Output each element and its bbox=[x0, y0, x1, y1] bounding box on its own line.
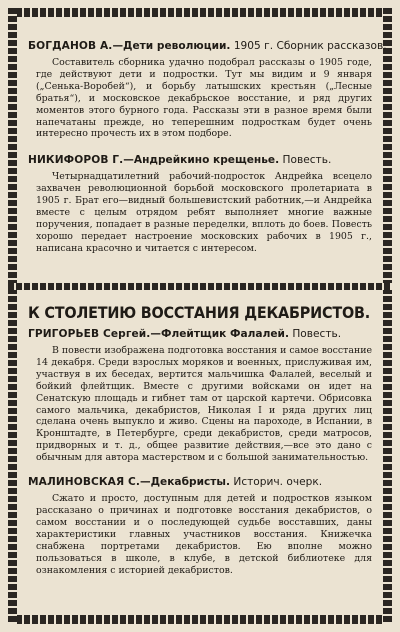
entry-heading: ГРИГОРЬЕВ Сергей.—Флейтщик Фалалей. Повесть. bbox=[28, 328, 342, 340]
entry-heading: МАЛИНОВСКАЯ С.—Декабристы. Историч. очерк. bbox=[28, 476, 323, 489]
entry-nikiforov bbox=[28, 154, 372, 254]
section-title: К СТОЛЕТИЮ ВОССТАНИЯ ДЕКАБРИСТОВ. bbox=[28, 303, 371, 322]
entry-author: МАЛИНОВСКАЯ С. bbox=[28, 476, 141, 489]
entry-description: Четырнадцатилетний рабочий-подросток Андрейка всецело захвачен революционной борьбой московского пролетариата в 1905 г. Брат его—видный большевистский работник,—и Андрейка вместе с целым отрядом ребят выполняет многие важные поручения, попадает в разные переделки, вплоть до боев. Повесть хорошо передает настроение московских рабочих в 1905 г., написана красочно и читается с интересом. bbox=[36, 171, 372, 254]
entry-title: Флейтщик Фалалей. bbox=[160, 328, 289, 340]
right-border bbox=[383, 8, 392, 624]
entry-bogdanov bbox=[28, 40, 387, 140]
entry-title: Декабристы. bbox=[150, 476, 231, 489]
entry-heading: БОГДАНОВ А.—Дети революции. 1905 г. Сборник рассказов. bbox=[28, 40, 387, 52]
entry-description: Составитель сборника удачно подобрал рассказы о 1905 годе, где действуют дети и подростки. Тут мы видим и 9 января („Сенька-Воробей“), и борьбу латышских крестьян („Лесные братья“), и московское декабрьское восстание, и ряд других моментов этого бурного года. Рассказы эти в разное время были напечатаны прежде, но теперешним подросткам будет очень интересно прочесть их в этом подборе. bbox=[36, 57, 372, 140]
page-frame bbox=[8, 8, 392, 624]
entry-description: Сжато и просто, доступным для детей и подростков языком рассказано о причинах и подготовке восстания декабристов, о самом восстании и о последующей судьбе восставших, даны характеристики главных участников восстания. Книжечка снабжена портретами декабристов. Ею вполне можно пользоваться в школе, в клубе, в детской библиотеке для ознакомления с историей декабристов. bbox=[36, 493, 372, 576]
upper-section bbox=[28, 40, 387, 255]
entry-author: ГРИГОРЬЕВ Сергей. bbox=[28, 328, 151, 340]
entry-meta: 1905 г. Сборник рассказов. bbox=[233, 40, 387, 52]
entry-title: Дети революции. bbox=[123, 40, 231, 52]
entry-malinovskaya bbox=[28, 476, 372, 576]
lower-section bbox=[28, 303, 372, 576]
entry-grigoriev bbox=[28, 328, 372, 464]
bottom-border bbox=[8, 615, 392, 624]
entry-title: Андрейкино крещенье. bbox=[133, 154, 280, 167]
entry-meta: Повесть. bbox=[292, 328, 342, 340]
left-border bbox=[8, 8, 17, 624]
entry-meta: Историч. очерк. bbox=[233, 476, 323, 489]
entry-author: НИКИФОРОВ Г. bbox=[28, 154, 124, 167]
entry-author: БОГДАНОВ А. bbox=[28, 40, 113, 52]
entry-heading: НИКИФОРОВ Г.—Андрейкино крещенье. Повесть. bbox=[28, 154, 332, 167]
entry-description: В повести изображена подготовка восстания и самое восстание 14 декабря. Среди взрослых моряков и военных, прислуживая им, участвуя в их беседах, вертится мальчишка Фалалей, веселый и бойкий флейтщик. Вместе с другими войсками он идет на Сенатскую площадь и гибнет там от царской картечи. Обрисовка самого мальчика, декабристов, Николая I и ряда других лиц сделана очень выпукло и живо. Сцены на пароходе, в Испании, в Кронштадте, в Петербурге, среди декабристов, среди матросов, придворных и т. д., общее развитие действия,—все это дано с обычным для автора мастерством и с большой занимательностью. bbox=[36, 345, 372, 464]
section-divider bbox=[8, 283, 392, 290]
top-border bbox=[8, 8, 392, 17]
entry-meta: Повесть. bbox=[282, 154, 332, 167]
